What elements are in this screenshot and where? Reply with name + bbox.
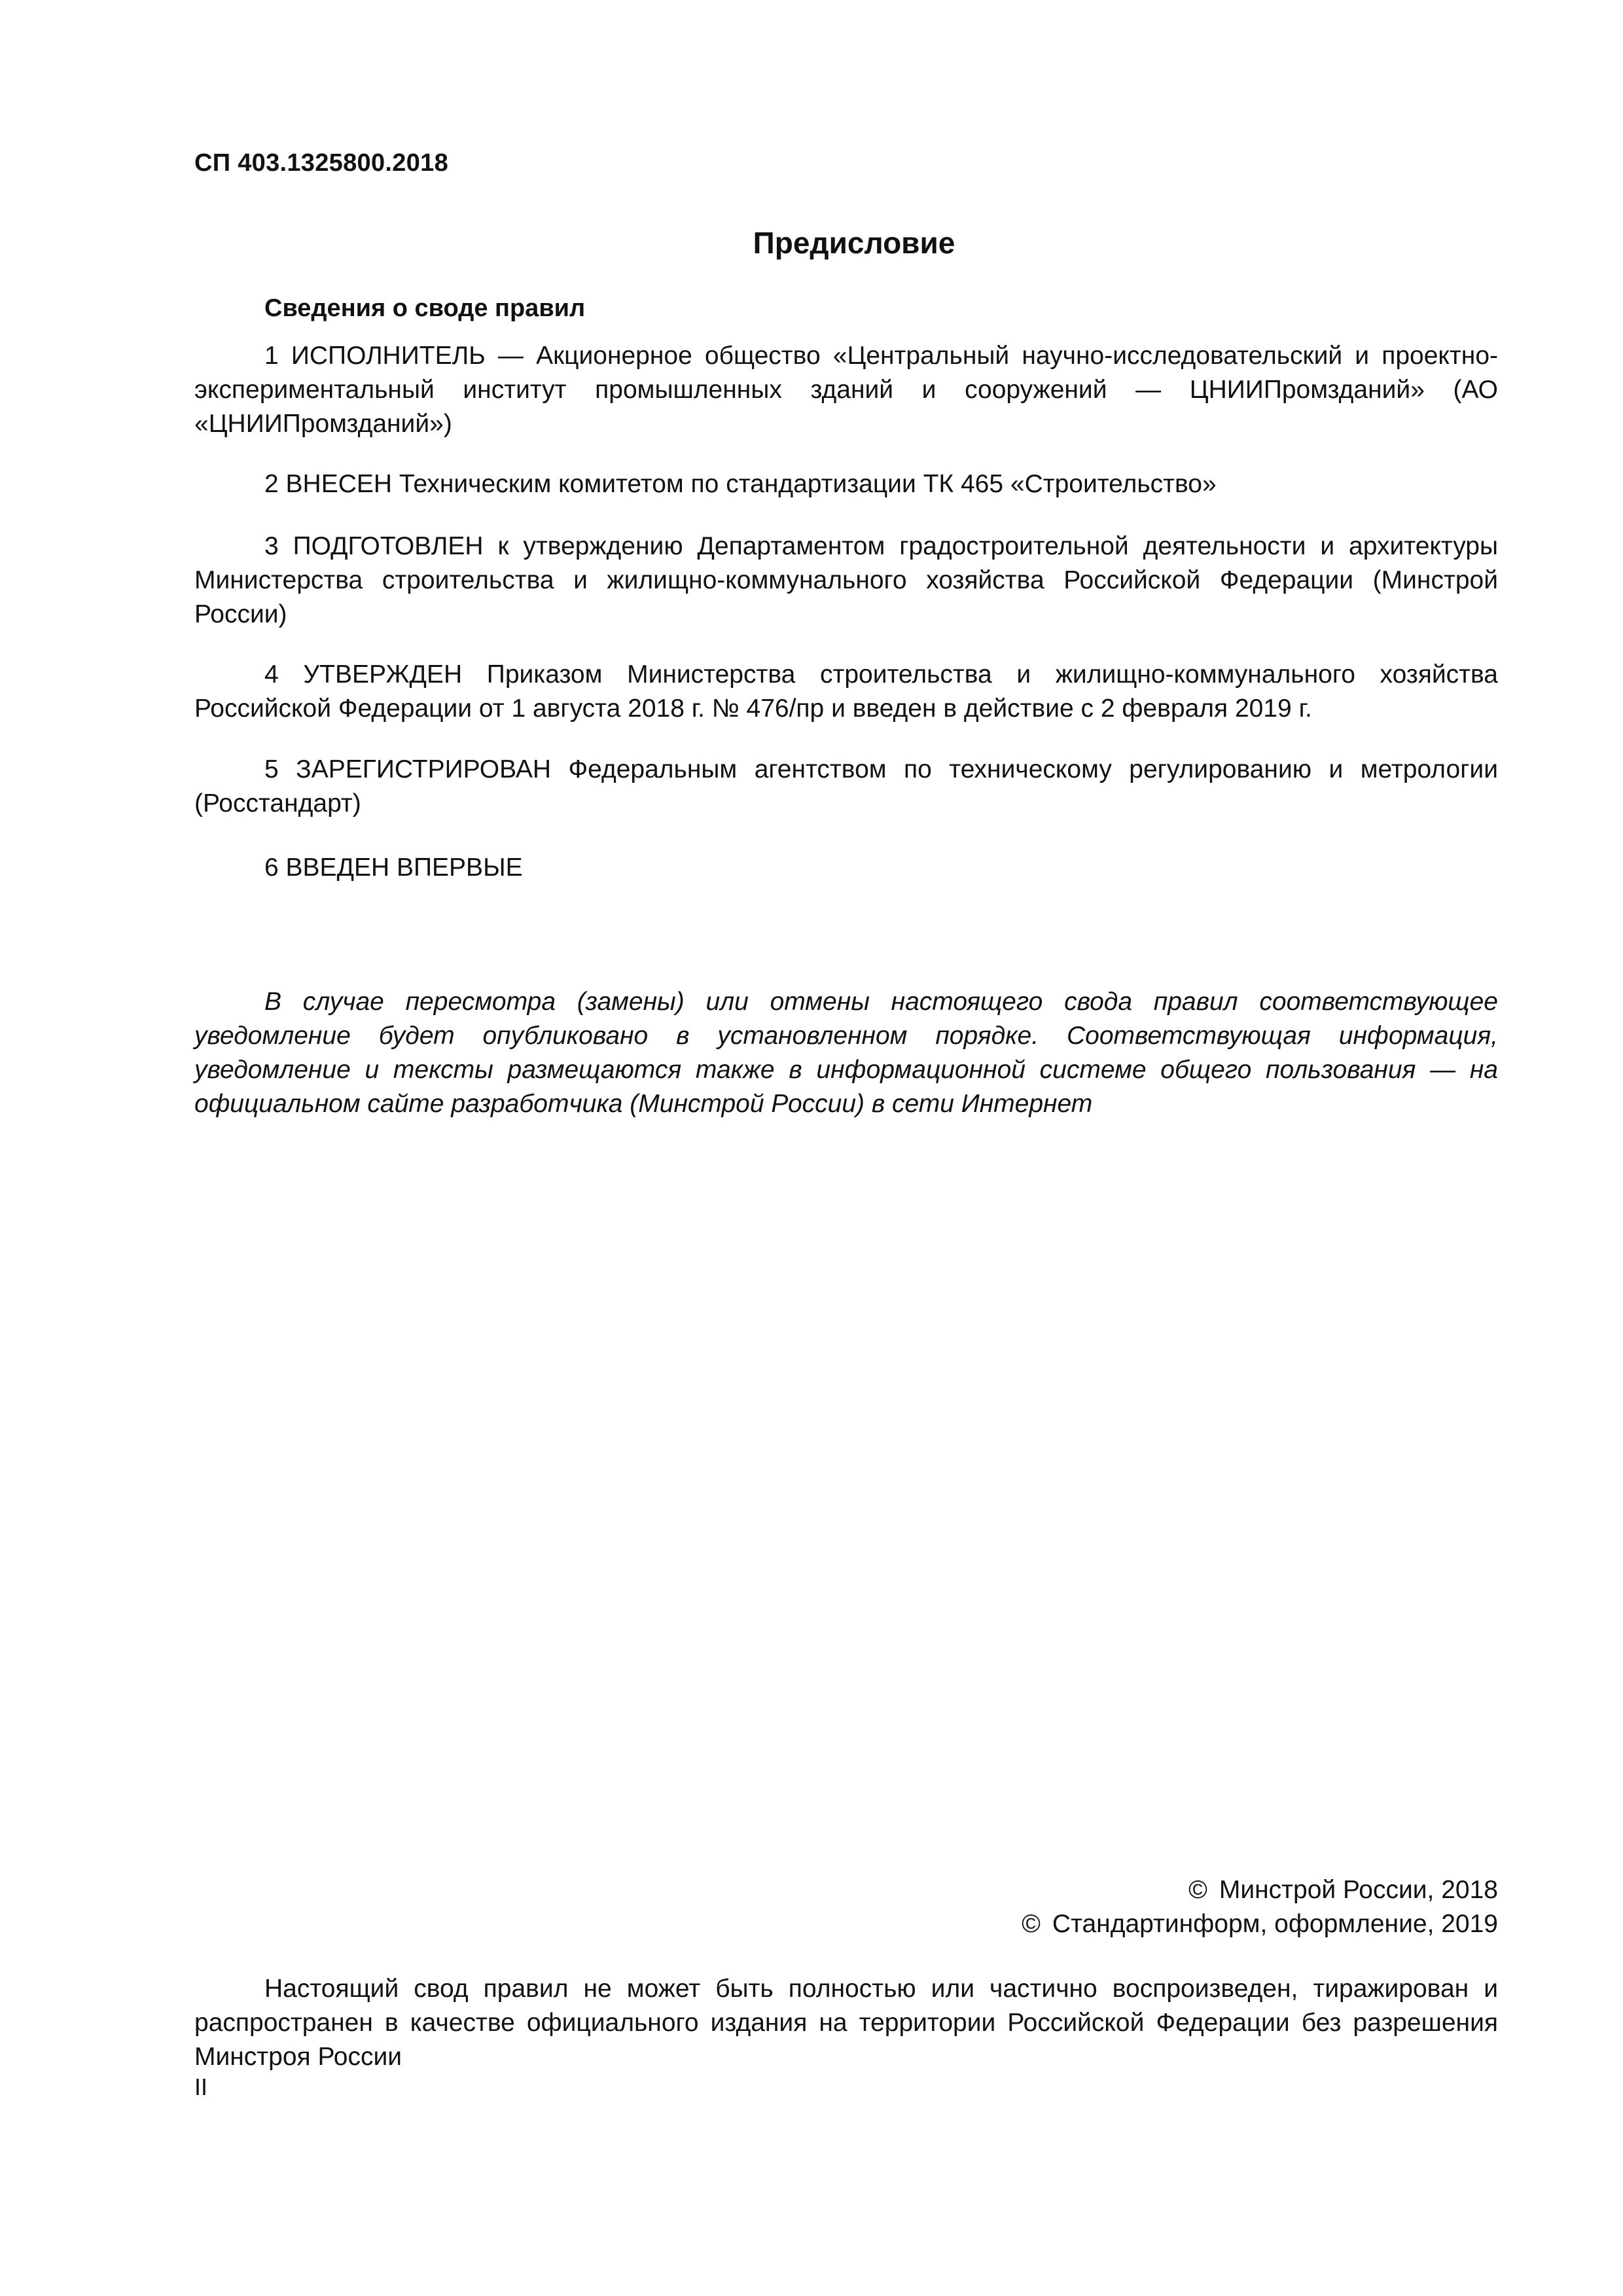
preface-item-registered: 5 ЗАРЕГИСТРИРОВАН Федеральным агентством по техническому регулированию и метрологии (Росстандарт) bbox=[194, 755, 1498, 817]
reproduction-notice: Настоящий свод правил не может быть полностью или частично воспроизведен, тиражирован и распространен в качестве официального издания на территории Российской Федерации без разрешения Минстроя России bbox=[194, 1975, 1498, 2071]
preface-item-first-introduced: 6 ВВЕДЕН ВПЕРВЫЕ bbox=[264, 853, 523, 882]
preface-item-introduced: 2 ВНЕСЕН Техническим комитетом по стандартизации ТК 465 «Строительство» bbox=[264, 470, 1217, 498]
section-subtitle: Сведения о своде правил bbox=[264, 295, 586, 322]
preface-item-prepared: 3 ПОДГОТОВЛЕН к утверждению Департаментом градостроительной деятельности и архитектуры Министерства строительства и жилищно-коммунального хозяйства Российской Федерации (Минстрой России) bbox=[194, 532, 1498, 628]
copyright-line-minstroy bbox=[1188, 1873, 1498, 1907]
page-number: II bbox=[194, 2073, 208, 2100]
preface-item-approved: 4 УТВЕРЖДЕН Приказом Министерства строительства и жилищно-коммунального хозяйства Российской Федерации от 1 августа 2018 г. № 476/пр и введен в действие с 2 февраля 2019 г. bbox=[194, 660, 1498, 723]
page-title: Предисловие bbox=[753, 226, 955, 260]
copyright-text-standartinform: Стандартинформ, оформление, 2019 bbox=[1052, 1910, 1498, 1938]
copyright-symbol: © bbox=[1188, 1876, 1207, 1904]
document-code: СП 403.1325800.2018 bbox=[194, 149, 449, 177]
copyright-text-minstroy: Минстрой России, 2018 bbox=[1219, 1876, 1498, 1904]
copyright-line-standartinform bbox=[1022, 1907, 1498, 1941]
revision-notice: В случае пересмотра (замены) или отмены настоящего свода правил соответствующее уведомление будет опубликовано в установленном порядке. Соответствующая информация, уведомление и тексты размещаются также в информационной системе общего пользования — на официальном сайте разработчика (Минстрой России) в сети Интернет bbox=[194, 988, 1498, 1118]
copyright-symbol: © bbox=[1022, 1910, 1041, 1938]
preface-item-executor: 1 ИСПОЛНИТЕЛЬ — Акционерное общество «Центральный научно-исследовательский и проектно-экспериментальный институт промышленных зданий и сооружений — ЦНИИПромзданий» (АО «ЦНИИПромзданий») bbox=[194, 342, 1498, 438]
